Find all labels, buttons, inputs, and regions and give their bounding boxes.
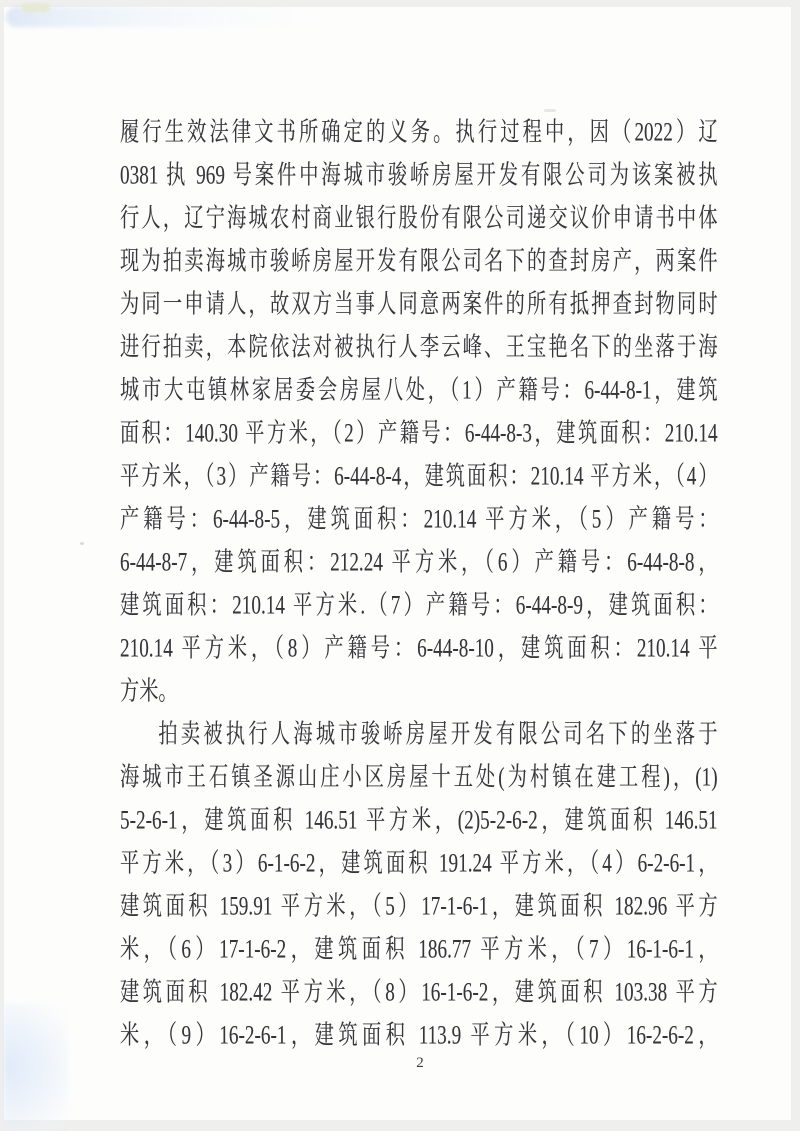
page-number: 2 [416,1055,424,1071]
text-line: 现为拍卖海城市骏峤房屋开发有限公司名下的查封房产，两案件 [120,247,718,277]
text-line: 面积：140.30 平方米，（2）产籍号：6-44-8-3，建筑面积：210.14 [120,419,718,449]
text-line: 建筑面积 182.42 平方米，（8）16-1-6-2，建筑面积 103.38 平方 [120,978,718,1008]
text-line paragraph-start: 拍卖被执行人海城市骏峤房屋开发有限公司名下的坐落于 [158,720,718,750]
text-line: 平方米，（3）6-1-6-2，建筑面积 191.24 平方米，（4）6-2-6-1， [120,849,718,879]
text-line: 为同一申请人，故双方当事人同意两案件的所有抵押查封物同时 [120,290,718,320]
text-line: 海城市王石镇圣源山庄小区房屋十五处(为村镇在建工程)，(1) [120,763,718,793]
text-line: 6-44-8-7，建筑面积：212.24 平方米，（6）产籍号：6-44-8-8， [120,548,718,578]
text-line: 城市大屯镇林家居委会房屋八处，（1）产籍号：6-44-8-1，建筑 [120,376,718,406]
document-body-text [120,112,720,1058]
text-line: 履行生效法律文书所确定的义务。执行过程中，因（2022）辽 [120,118,718,148]
scan-artifact-bottom-left [4,1003,68,1131]
text-line: 进行拍卖，本院依法对被执行人李云峰、王宝艳名下的坐落于海 [120,333,718,363]
text-line: 210.14 平方米，（8）产籍号：6-44-8-10，建筑面积：210.14 平 [120,634,718,664]
text-line: 平方米，（3）产籍号：6-44-8-4，建筑面积：210.14 平方米，（4） [120,462,718,492]
text-line: 5-2-6-1，建筑面积 146.51 平方米，(2)5-2-6-2，建筑面积 146.51 [120,806,718,836]
text-line: 建筑面积 159.91 平方米，（5）17-1-6-1，建筑面积 182.96 平方 [120,892,718,922]
scan-speck-top-edge [22,3,50,12]
scan-artifact-top-left [6,7,321,27]
document-page [4,7,791,1120]
text-line: 产籍号：6-44-8-5，建筑面积：210.14 平方米，（5）产籍号： [120,505,718,535]
text-line: 米，（9）16-2-6-1，建筑面积 113.9 平方米，（10）16-2-6-2， [120,1021,718,1051]
text-line: 米，（6）17-1-6-2，建筑面积 186.77 平方米，（7）16-1-6-1， [120,935,718,965]
text-line: 行人，辽宁海城农村商业银行股份有限公司递交议价申请书中体 [120,204,718,234]
text-line: 建筑面积：210.14 平方米.（7）产籍号：6-44-8-9，建筑面积： [120,591,718,621]
scan-speck-left-margin [80,542,84,545]
text-line paragraph-end: 方米。 [120,677,178,707]
text-line: 0381 执 969 号案件中海城市骏峤房屋开发有限公司为该案被执 [120,161,718,191]
